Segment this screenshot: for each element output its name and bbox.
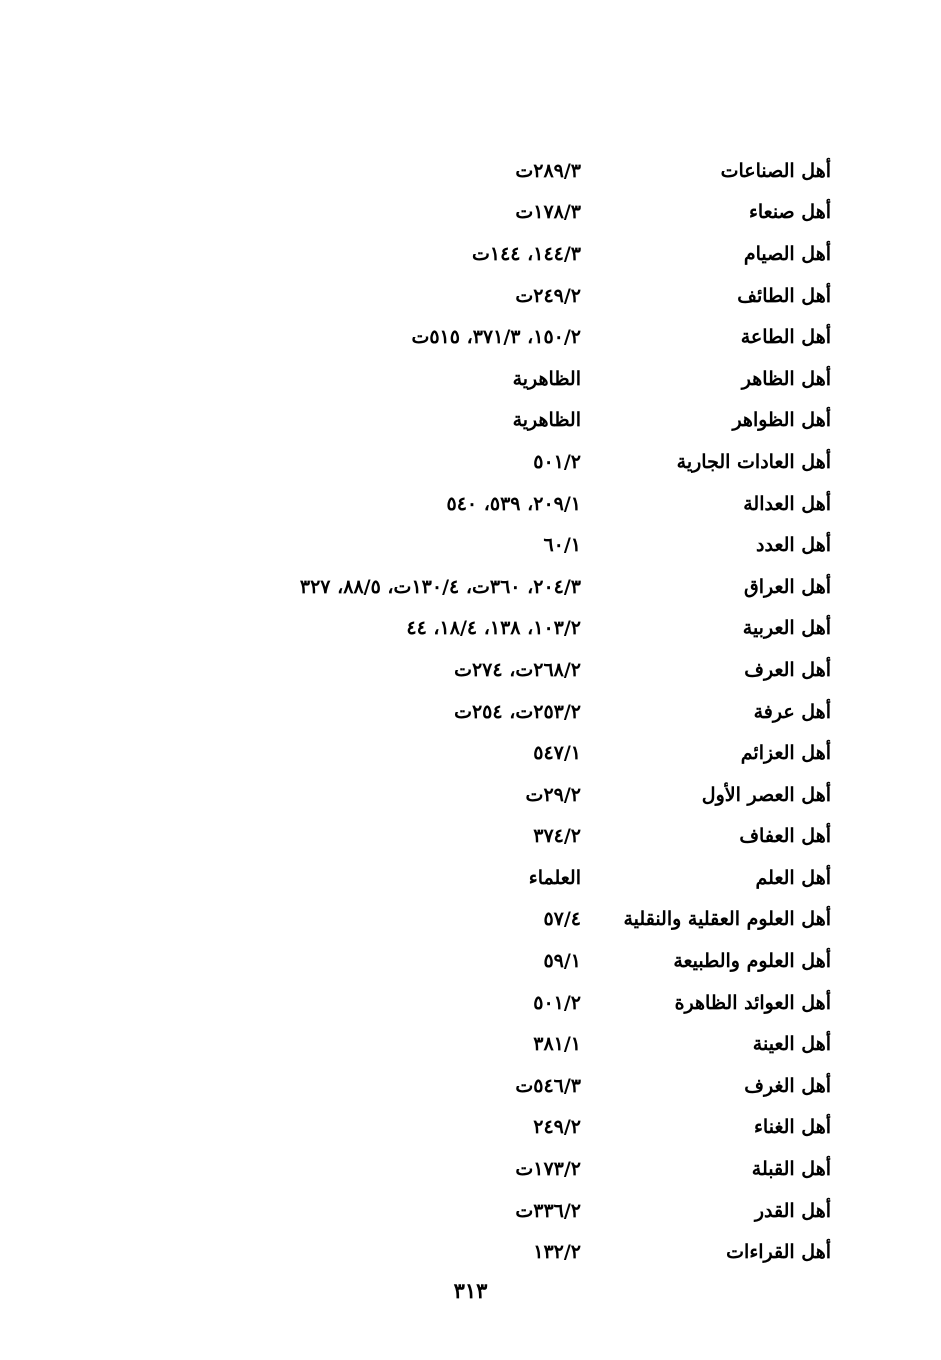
index-term: أهل الغرف (744, 1074, 831, 1097)
index-references: ٢٤٩/٢ت (515, 284, 581, 307)
index-term: أهل الغناء (754, 1116, 831, 1139)
index-references: ١٥٠/٢، ٣٧١/٣، ٥١٥ت (411, 326, 581, 349)
index-term: أهل العراق (743, 575, 831, 598)
index-references: العلماء (528, 866, 581, 889)
index-references: ٢٤٩/٢ (533, 1116, 581, 1139)
index-term: أهل الظاهر (741, 367, 831, 390)
index-references: ٥٧/٤ (543, 908, 581, 931)
index-term: أهل العزائم (740, 742, 831, 765)
index-references: ٢٥٣/٢ت، ٢٥٤ت (454, 700, 581, 723)
index-references: ٢٩/٢ت (525, 783, 581, 806)
index-entry (71, 1107, 831, 1149)
index-term: أهل الصناعات (720, 159, 831, 182)
index-entry (71, 774, 831, 816)
index-entry (71, 316, 831, 358)
index-entry (71, 566, 831, 608)
index-term: أهل العدالة (743, 492, 831, 515)
index-references: ٥٠١/٢ (533, 450, 581, 473)
index-entry (71, 608, 831, 650)
index-entry (71, 649, 831, 691)
index-entry (71, 524, 831, 566)
index-references: ٥٠١/٢ (533, 991, 581, 1014)
index-entry (71, 233, 831, 275)
index-references: ٢٦٨/٢ت، ٢٧٤ت (454, 658, 581, 681)
index-references: ٣٣٦/٢ت (515, 1199, 581, 1222)
index-entry (71, 816, 831, 858)
index-term: أهل العلم (755, 866, 831, 889)
index-term: أهل الظواهر (732, 409, 831, 432)
index-entry (71, 150, 831, 192)
index-term: أهل العربية (742, 617, 831, 640)
index-term: أهل القبلة (751, 1158, 831, 1181)
index-entry (71, 192, 831, 234)
index-entry (71, 899, 831, 941)
index-term: أهل العينة (752, 1033, 831, 1056)
index-references: ٥٤٧/١ (533, 742, 581, 765)
index-entry (71, 691, 831, 733)
index-term: أهل العوائد الظاهرة (674, 991, 831, 1014)
index-references: ٢٠٤/٣، ٣٦٠ت، ١٣٠/٤ت، ٨٨/٥، ٣٢٧ (299, 575, 581, 598)
index-entry (71, 1065, 831, 1107)
index-term: أهل العدد (756, 534, 831, 557)
index-entry (71, 1148, 831, 1190)
index-entry (71, 441, 831, 483)
index-term: أهل القراءات (726, 1241, 831, 1264)
index-term: أهل الصيام (743, 242, 831, 265)
index-term: أهل صنعاء (748, 201, 831, 224)
index-references: الظاهرية (512, 367, 581, 390)
index-references: ٢٠٩/١، ٥٣٩، ٥٤٠ (446, 492, 581, 515)
index-entry (71, 358, 831, 400)
index-references: ١٠٣/٢، ١٣٨، ١٨/٤، ٤٤ (406, 617, 581, 640)
index-references: ٢٨٩/٣ت (515, 159, 581, 182)
index-term: أهل العلوم والطبيعة (673, 950, 831, 973)
index-references: ٦٠/١ (543, 534, 581, 557)
index-references: ٣٧٤/٢ (533, 825, 581, 848)
index-entry (71, 732, 831, 774)
index-entry (71, 1231, 831, 1273)
index-entry (71, 400, 831, 442)
index-references: ٣٨١/١ (533, 1033, 581, 1056)
index-entry (71, 483, 831, 525)
index-term: أهل العرف (744, 658, 831, 681)
index-entry (71, 940, 831, 982)
index-references: ٥٩/١ (543, 950, 581, 973)
index-references: ١٤٤/٣، ١٤٤ت (471, 242, 581, 265)
index-references: الظاهرية (512, 409, 581, 432)
index-entry (71, 1023, 831, 1065)
index-entry (71, 1190, 831, 1232)
index-term: أهل عرفة (753, 700, 831, 723)
index-term: أهل العفاف (739, 825, 831, 848)
index-references: ١٣٢/٢ (533, 1241, 581, 1264)
index-term: أهل العصر الأول (701, 783, 831, 806)
index-entry (71, 982, 831, 1024)
page-number: ٣١٣ (453, 1278, 488, 1303)
index-term: أهل العلوم العقلية والنقلية (623, 908, 831, 931)
index-entry (71, 275, 831, 317)
index-list (71, 150, 831, 1273)
index-term: أهل القدر (754, 1199, 831, 1222)
index-term: أهل الطائف (737, 284, 831, 307)
index-entry (71, 857, 831, 899)
index-references: ١٧٣/٢ت (515, 1158, 581, 1181)
index-references: ١٧٨/٣ت (515, 201, 581, 224)
index-references: ٥٤٦/٣ت (515, 1074, 581, 1097)
index-term: أهل العادات الجارية (676, 450, 831, 473)
index-term: أهل الطاعة (740, 326, 831, 349)
